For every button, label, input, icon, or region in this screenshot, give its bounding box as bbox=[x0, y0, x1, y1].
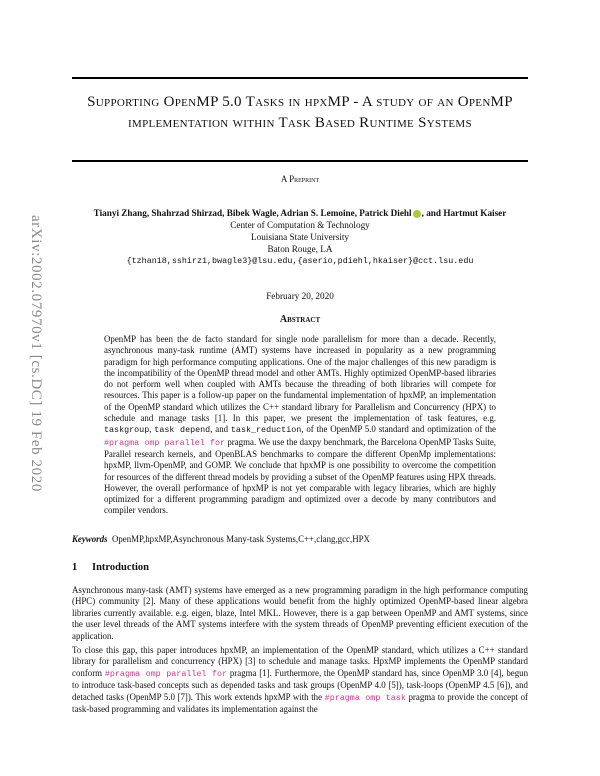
section-number: 1 bbox=[72, 562, 78, 573]
intro-paragraph-1: Asynchronous many-task (AMT) systems have emerged as a new programming paradigm in the high performance computing (HPC) community [2]. Many of these applications would benefit from the highly optimized OpenMP-based linear algebra libraries currently available. e.g. eigen, blaze, Intel MKL. However, there is a gap between OpenMP and AMT systems, since the user level threads of the AMT systems interfere with the system threads of OpenMP preventing efficient execution of the application. bbox=[72, 585, 528, 641]
abstract-sep-2: , and bbox=[210, 424, 231, 435]
intro-text-b: pragma [1]. Furthermore, the OpenMP standard has, since OpenMP 3.0 [4], begun to introduce task-based concepts such as depended tasks and task groups (OpenMP 4.0 [5]), task-loops (OpenMP 4.5 [6]), and detached tasks (OpenMP 5.0 [7]). This work extends hpxMP with the bbox=[72, 667, 529, 702]
code-taskgroup: taskgroup bbox=[104, 425, 150, 436]
abstract-text-2: , of the OpenMP 5.0 standard and optimization of the bbox=[301, 424, 497, 435]
abstract-heading: Abstract bbox=[279, 314, 321, 325]
keywords-label: Keywords bbox=[72, 534, 108, 544]
pragma-parallel-for-2: #pragma omp parallel for bbox=[104, 668, 228, 679]
title-bottom-rule bbox=[72, 160, 528, 162]
authors: Tianyi Zhang, Shahrzad Shirzad, Bibek Wagle, Adrian S. Lemoine, Patrick Diehl bbox=[93, 208, 412, 218]
author-list bbox=[60, 207, 540, 219]
section-heading bbox=[72, 562, 149, 573]
intro-text-a: To close this gap, this paper introduces hpxMP, an implementation of the OpenMP standard, which utilizes a C++ standard library for parallelism and concurrency (HPX) [3] to schedule and manage tasks. HpxMP implements the OpenMP standard conform bbox=[72, 645, 528, 678]
affiliation-univ: Louisiana State University bbox=[251, 232, 349, 242]
abstract-text-3: pragma. We use the daxpy benchmark, the Barcelona OpenMP Tasks Suite, Parallel research kernels, and OpenBLAS benchmarks to compare the different OpenMp implementations: hpxMP, llvm-OpenMP, and GOMP. We conclude that hpxMP is one possibility to overcome the competition for resources of the different thread models by providing a subset of the OpenMP features using HPX threads. However, the overall performance of hpxMP is not yet comparable with legacy libraries, which are highly optimized for a different programming paradigm and optimized over a decode by many contributors and compiler vendors. bbox=[104, 436, 496, 516]
affiliation-dept: Center of Computation & Technology bbox=[230, 220, 370, 230]
intro-text-c: pragma to provide the concept of task-based programming and validates its implementation against the bbox=[72, 691, 528, 715]
intro-paragraph-2 bbox=[72, 645, 528, 715]
abstract-sep-1: , bbox=[149, 424, 155, 435]
orcid-icon[interactable] bbox=[413, 210, 421, 218]
code-task-depend: task depend bbox=[154, 425, 211, 436]
preprint-label: A Preprint bbox=[280, 174, 320, 184]
code-task-reduction: task_reduction bbox=[230, 425, 302, 436]
section-title: Introduction bbox=[92, 562, 149, 573]
arxiv-id-text: arXiv:2002.07970v1 [cs.DC] 19 Feb 2020 bbox=[28, 215, 44, 492]
keywords-list: OpenMP,hpxMP,Asynchronous Many-task Systems,C++,clang,gcc,HPX bbox=[111, 534, 370, 544]
keywords-line bbox=[72, 534, 528, 545]
pragma-parallel-for: #pragma omp parallel for bbox=[104, 437, 225, 448]
affiliation-city: Baton Rouge, LA bbox=[267, 244, 333, 254]
authors-tail: , and Hartmut Kaiser bbox=[421, 208, 507, 218]
abstract-text-1: OpenMP has been the de facto standard for single node parallelism for more than a decade. Recently, asynchronous many-task runtime (AMT) systems have increased in popularity as a new programming paradigm for high performance computing applications. One of the major challenges of this new paradigm is the incompatibility of the OpenMP thread model and other AMTs. Highly optimized OpenMP-based libraries do not perform well when coupled with AMTs because the threading of both libraries will compete for resources. This paper is a follow-up paper on the fundamental implementation of hpxMP, an implementation of the OpenMP standard which utilizes the C++ standard library for Parallelism and Concurrency (HPX) to schedule and manage tasks [1]. In this paper, we present the implementation of task features, e.g. bbox=[104, 334, 496, 424]
pragma-omp-task: #pragma omp task bbox=[324, 692, 406, 703]
title-top-rule bbox=[72, 77, 528, 79]
abstract-body bbox=[104, 334, 496, 517]
affiliation-emails: {tzhan18,sshirz1,bwagle3}@lsu.edu,{aserio,pdiehl,hkaiser}@cct.lsu.edu bbox=[126, 256, 474, 266]
paper-title: Supporting OpenMP 5.0 Tasks in hpxMP - A study of an OpenMP implementation within Task Based Runtime Systems bbox=[87, 94, 513, 131]
paper-date: February 20, 2020 bbox=[266, 291, 334, 301]
arxiv-identifier bbox=[2, 215, 44, 555]
